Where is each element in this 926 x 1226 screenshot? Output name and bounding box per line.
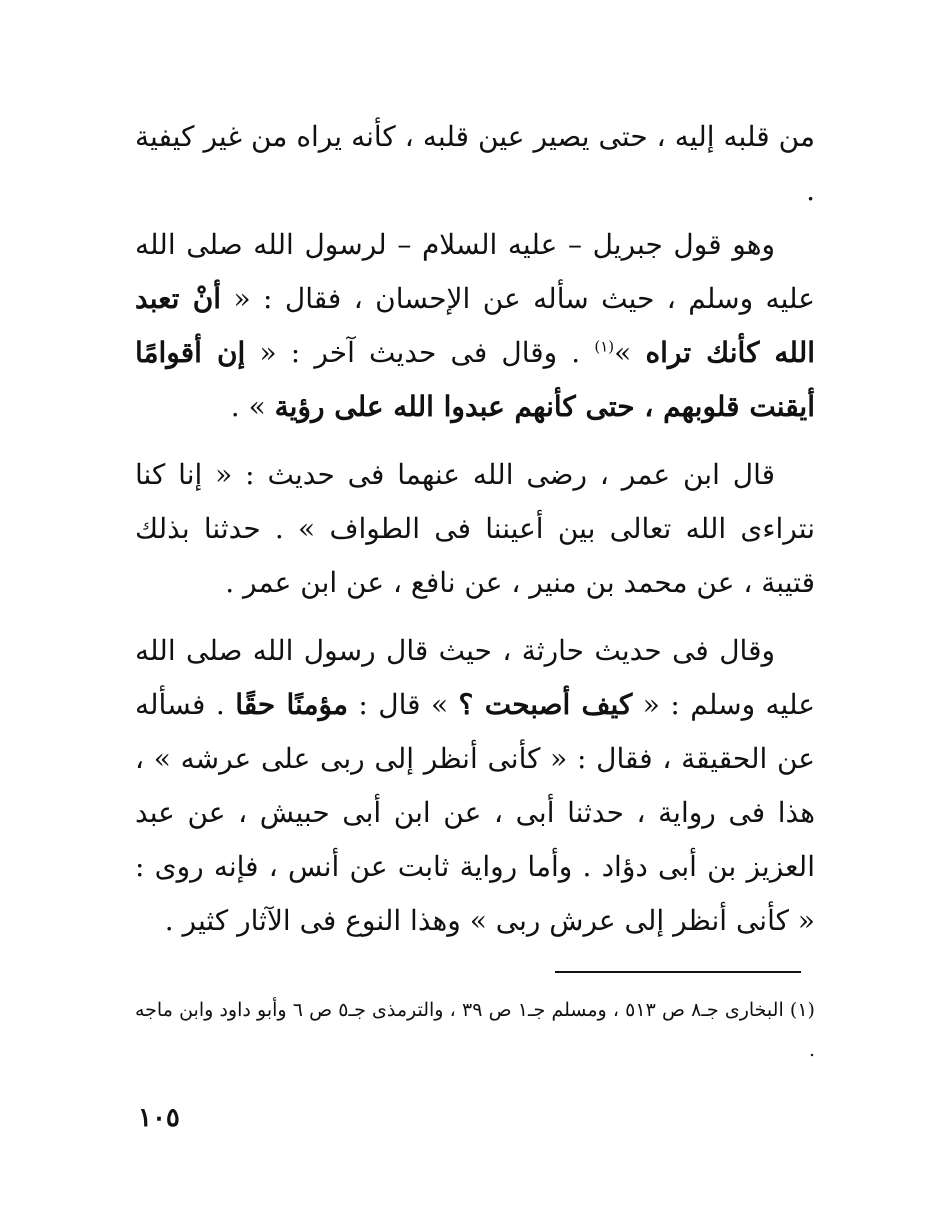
text-run: . وقال فى حديث آخر : « [245,336,595,369]
footnote-marker: (١) [594,337,615,356]
bold-quote: إن أقوامًا أيقنت قلوبهم ، حتى كأنهم عبدوا الله على رؤية [135,336,815,423]
paragraph-3 [135,448,815,610]
text-run: » [614,336,646,369]
main-text [135,110,815,948]
bold-quote: أنْ تعبد الله كأنك تراه [135,282,816,369]
paragraph-1 [135,110,815,218]
bold-quote: مؤمنًا حقًا [235,688,348,721]
paragraph-2 [135,218,815,434]
text-run: » قال : [347,688,459,721]
page-number: ١٠٥ [138,1103,180,1133]
paragraph-4 [135,624,815,948]
text-run: وهو قول جبريل – عليه السلام – لرسول الله صلى الله عليه وسلم ، حيث سأله عن الإحسان ، فقال : « [135,228,815,315]
bold-quote: كيف أصبحت ؟ [458,688,633,721]
text-run: من قلبه إليه ، حتى يصير عين قلبه ، كأنه يراه من غير كيفية . [135,120,815,207]
text-run: » . [230,390,275,423]
text-run: . فسأله عن الحقيقة ، فقال : « كأنى أنظر إلى ربى على عرشه » ، هذا فى رواية ، حدثنا أبى ، عن ابن أبى حبيش ، عن عبد العزيز بن أبى دؤاد . وأما رواية ثابت عن أنس ، فإنه روى : « كأنى أنظر إلى عرش ربى » وهذا النوع فى الآثار كثير . [135,688,815,937]
footnote-divider [555,971,801,973]
text-run: قال ابن عمر ، رضى الله عنهما فى حديث : « إنا كنا نتراءى الله تعالى بين أعيننا فى الطواف » . حدثنا بذلك قتيبة ، عن محمد بن منير ، عن نافع ، عن ابن عمر . [135,458,815,599]
footnote: (١) البخارى جـ٨ ص ٥١٣ ، ومسلم جـ١ ص ٣٩ ، والترمذى جـ٥ ص ٦ وأبو داود وابن ماجه . [135,999,815,1061]
text-run: وقال فى حديث حارثة ، حيث قال رسول الله صلى الله عليه وسلم : « [135,634,815,721]
